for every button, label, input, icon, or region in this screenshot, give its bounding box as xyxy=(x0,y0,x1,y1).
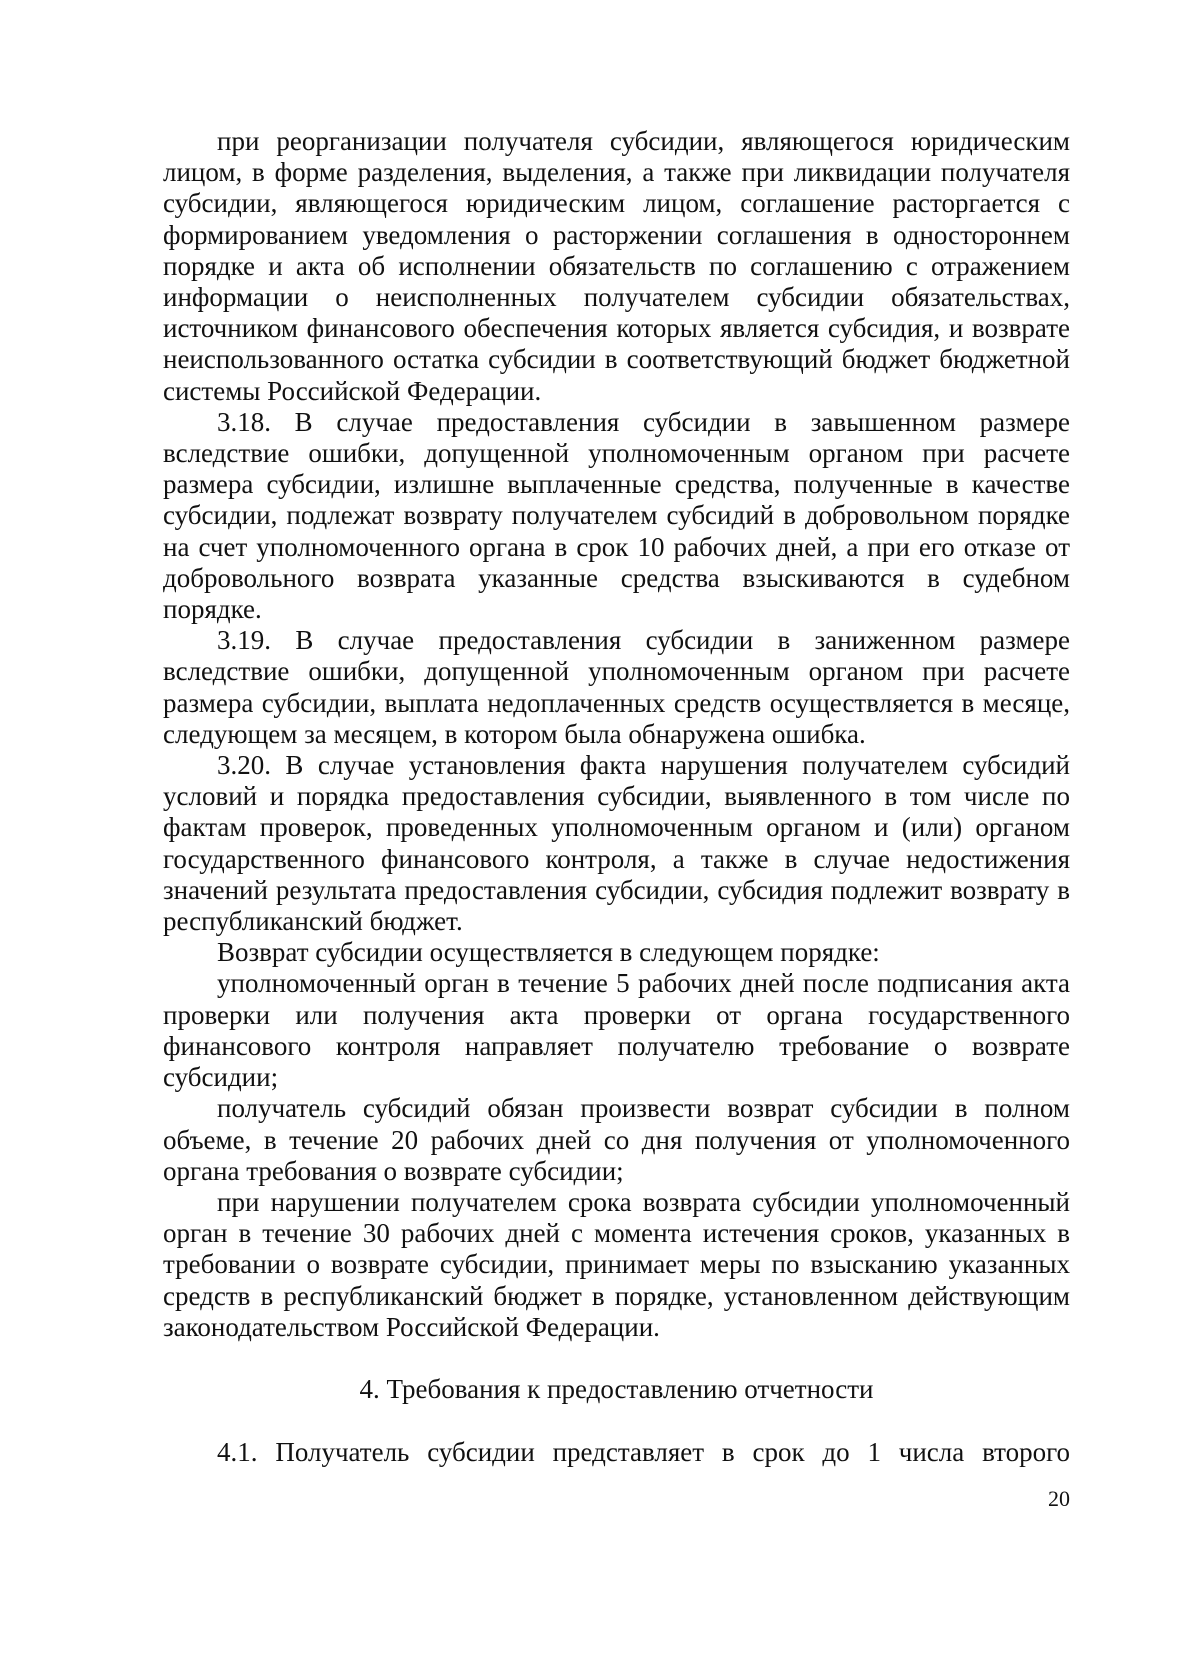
paragraph-recipient-obligation: получатель субсидий обязан произвести возврат субсидии в полном объеме, в течение 20 рабочих дней со дня получения от уполномоченного органа требования о возврате субсидии; xyxy=(163,1093,1070,1186)
paragraph-3-19: 3.19. В случае предоставления субсидии в заниженном размере вследствие ошибки, допущенной уполномоченным органом при расчете размера субсидии, выплата недоплаченных средств осуществляется в месяце, следующем за месяцем, в котором была обнаружена ошибка. xyxy=(163,625,1070,749)
paragraph-4-1: 4.1. Получатель субсидии представляет в срок до 1 числа второго xyxy=(217,1437,1070,1468)
paragraph-reorganization: при реорганизации получателя субсидии, являющегося юридическим лицом, в форме разделения, выделения, а также при ликвидации получателя субсидии, являющегося юридическим лицом, соглашение расторгается с формированием уведомления о расторжении соглашения в одностороннем порядке и акта об исполнении обязательств по соглашению с отражением информации о неисполненных получателем субсидии обязательствах, источником финансового обеспечения которых является субсидия, и возврате неиспользованного остатка субсидии в соответствующий бюджет бюджетной системы Российской Федерации. xyxy=(163,126,1070,406)
paragraph-return-order: Возврат субсидии осуществляется в следующем порядке: xyxy=(217,937,880,968)
paragraph-3-18: 3.18. В случае предоставления субсидии в завышенном размере вследствие ошибки, допущенной уполномоченным органом при расчете размера субсидии, излишне выплаченные средства, полученные в качестве субсидии, подлежат возврату получателем субсидий в добровольном порядке на счет уполномоченного органа в срок 10 рабочих дней, а при его отказе от добровольного возврата указанные средства взыскиваются в судебном порядке. xyxy=(163,406,1070,625)
section-heading: 4. Требования к предоставлению отчетности xyxy=(359,1373,874,1404)
paragraph-violation-measures: при нарушении получателем срока возврата субсидии уполномоченный орган в течение 30 рабочих дней с момента истечения сроков, указанных в требовании о возврате субсидии, принимает меры по взысканию указанных средств в республиканский бюджет в порядке, установленном действующим законодательством Российской Федерации. xyxy=(163,1186,1070,1342)
page-number: 20 xyxy=(1048,1486,1070,1511)
paragraph-3-20: 3.20. В случае установления факта нарушения получателем субсидий условий и порядка предоставления субсидии, выявленного в том числе по фактам проверок, проведенных уполномоченным органом и (или) органом государственного финансового контроля, а также в случае недостижения значений результата предоставления субсидии, субсидия подлежит возврату в республиканский бюджет. xyxy=(163,750,1070,937)
document-body xyxy=(163,126,1070,1468)
paragraph-authority-demand: уполномоченный орган в течение 5 рабочих дней после подписания акта проверки или получения акта проверки от органа государственного финансового контроля направляет получателю требование о возврате субсидии; xyxy=(163,968,1070,1093)
